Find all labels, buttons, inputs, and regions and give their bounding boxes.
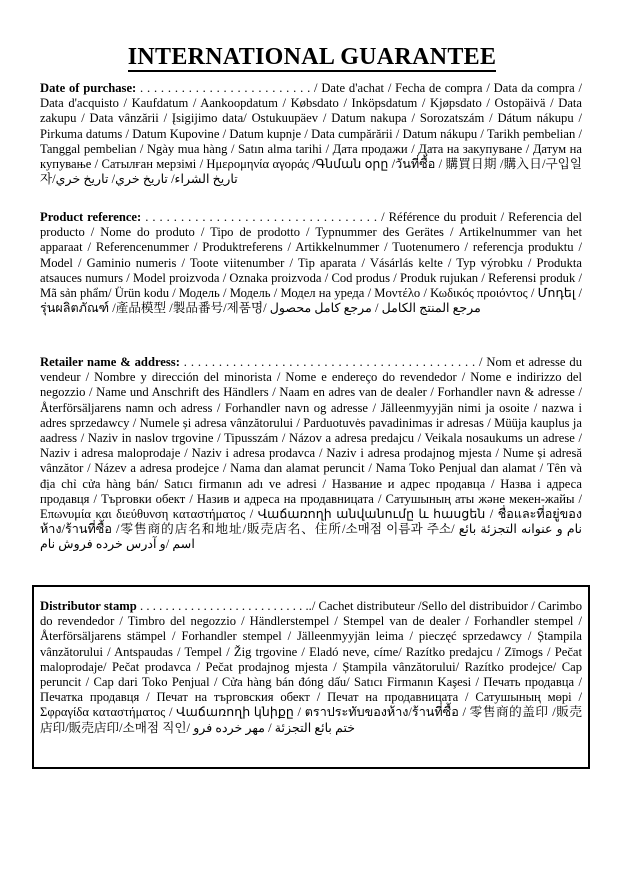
product-reference-dots: . . . . . . . . . . . . . . . . . . . . . . . . . . . . . . . . . — [141, 210, 378, 224]
product-reference-translations: / Référence du produit / Referencia del producto / Nome do produto / Tipo de prodotto / Typnummer des Gerätes / Artikelnummer van het apparaat / Referencenummer / Produktreferens / Artikkelnummer / Tuotenumero / referencja produktu / Model / Gaminio numeris / Toote viitenumber / Tip aparata / Vásárlás kelte / Typ výrobku / Produkta atsauces numurs / Model proizvoda / Oznaka proizvoda / Cod produs / Produk rujukan / Referensi produk / Mã sản phẩm/ Ürün kodu / Модель / Модель / Модел на уреда / Μοντέλο / Κωδικός προιόντος / Մոդել / รุ่นผลิตภัณฑ์ /產品模型 /製品番号/제품명/ مرجع المنتج الكامل / مرجع كامل محصول — [40, 210, 583, 316]
product-reference-label: Product reference: — [40, 210, 142, 224]
retailer-translations: / Nom et adresse du vendeur / Nombre y dirección del minorista / Nome e endereço do revendedor / Nome e indirizzo del negozzio / Name und Anschrift des Händlers / Naam en adres van de dealer / Forhandler navn & adresse / Återförsäljarens namn och adress / Forhandler navn og adresse / Jälleenmyyjän nimi ja osoite / nazwa i adres sprzedawcy / Numele și adresa vânzătorului / Parduotuvės pavadinimas ir adresas / Müüja kauplus ja aadress / Naziv in naslov trgovine / Tipusszám / Názov a adresa predajcu / Veikala nosaukums un adrese / Naziv i adresa maloprodaje / Naziv i adresa prodavca / Naziv i adresa prodajnog mjesta / Nume și adresă vânzător / Název a adresa prodejce / Nama dan alamat peruncit / Nama Toko Penjual dan alamat / Tên và địa chỉ cửa hàng bán/ Satıcı firmanın adı ve adresi / Название и адрес продавца / Назва і адреса продавця / Търговки обект / Назив и адреса на продавницата / Сатушының аты және мекен-жайы / Επωνυμία και διεύθυνση καταστήματος / Վաճառողի անվանումը և հասցեն / ชื่อและที่อยู่ของห้าง/ร้านที่ซื้อ /零售商的店名和地址/販売店名、住所/소매점 이름과 주소/ نام و عنوانه التجزئة بائع اسم /و آدرس خرده فروش نام — [40, 355, 582, 552]
document-title — [0, 44, 624, 71]
distributor-stamp-field — [40, 599, 582, 736]
retailer-dots: . . . . . . . . . . . . . . . . . . . . . . . . . . . . . . . . . . . . . . . . . . — [179, 355, 476, 369]
date-of-purchase-dots: . . . . . . . . . . . . . . . . . . . . . . . . . — [136, 81, 311, 95]
date-of-purchase-field[interactable] — [40, 81, 582, 187]
title-text: INTERNATIONAL GUARANTEE — [127, 44, 497, 70]
date-of-purchase-label: Date of purchase: — [40, 81, 137, 95]
date-of-purchase-translations: / Date d'achat / Fecha de compra / Data da compra / Data d'acquisto / Kaufdatum / Aankoopdatum / Købsdato / Inköpsdatum / Kjøpsdato / Ostopäivä / Data zakupu / Data vânzării / Įsigijimo data/ Ostukuupäev / Datum nakupa / Sorozatszám / Dátum nákupu / Pirkuma datums / Datum Kupovine / Datum kupnje / Data cumpărării / Datum nákupu / Tarikh pembelian / Tanggal pembelian / Ngày mua hàng / Satın alma tarihi / Дата продажи / Дата на закупуване / Датум на купување / Сатылған мерзімі / Ημερομηνία αγοράς /Գնման օրը /วันที่ซื้อ / 購買日期 /購入日/구입일자/تاريخ الشراء/ تاريخ خري/ تاريخ خري — [40, 81, 582, 187]
retailer-field[interactable] — [40, 355, 582, 553]
product-reference-field[interactable] — [40, 210, 582, 316]
distributor-stamp-translations: ./ Cachet distributeur /Sello del distribuidor / Carimbo do revendedor / Timbro del negozzio / Händlerstempel / Stempel van de dealer / Forhandler stempel / Återförsäljarens stämpel / Forhandler stempel / Jälleenmyyjän leima / pieczęć sprzedawcy / Ștampila vânzătorului / Antspaudas / Tempel / Žig trgovine / Eladó neve, címe/ Razítko predajcu / Zīmogs / Pečat maloprodaje/ Pečat prodavca / Pečat prodajnog mjesta / Ștampila vânzătorului/ Razítko prodejce/ Cap peruncit / Cap dari Toko Penjual / Cửa hàng bán đóng dấu/ Satıcı Firmanın Kaşesi / Печать продавца / Печатка продавця / Печат на търговския обект / Печат на продавницата / Сатушының мөрі / Σφραγίδα καταστήματος / Վաճառողի կնիքը / ตราประทับของห้าง/ร้านที่ซื้อ / 零售商的盖印 /販売店印/販売店印/소매점 직인/ ختم بائع التجزئة / مهر خرده فرو — [40, 599, 582, 735]
retailer-label: Retailer name & address: — [40, 355, 180, 369]
distributor-stamp-dots: . . . . . . . . . . . . . . . . . . . . . . . . . . . — [136, 599, 309, 613]
distributor-stamp-label: Distributor stamp — [40, 599, 137, 613]
